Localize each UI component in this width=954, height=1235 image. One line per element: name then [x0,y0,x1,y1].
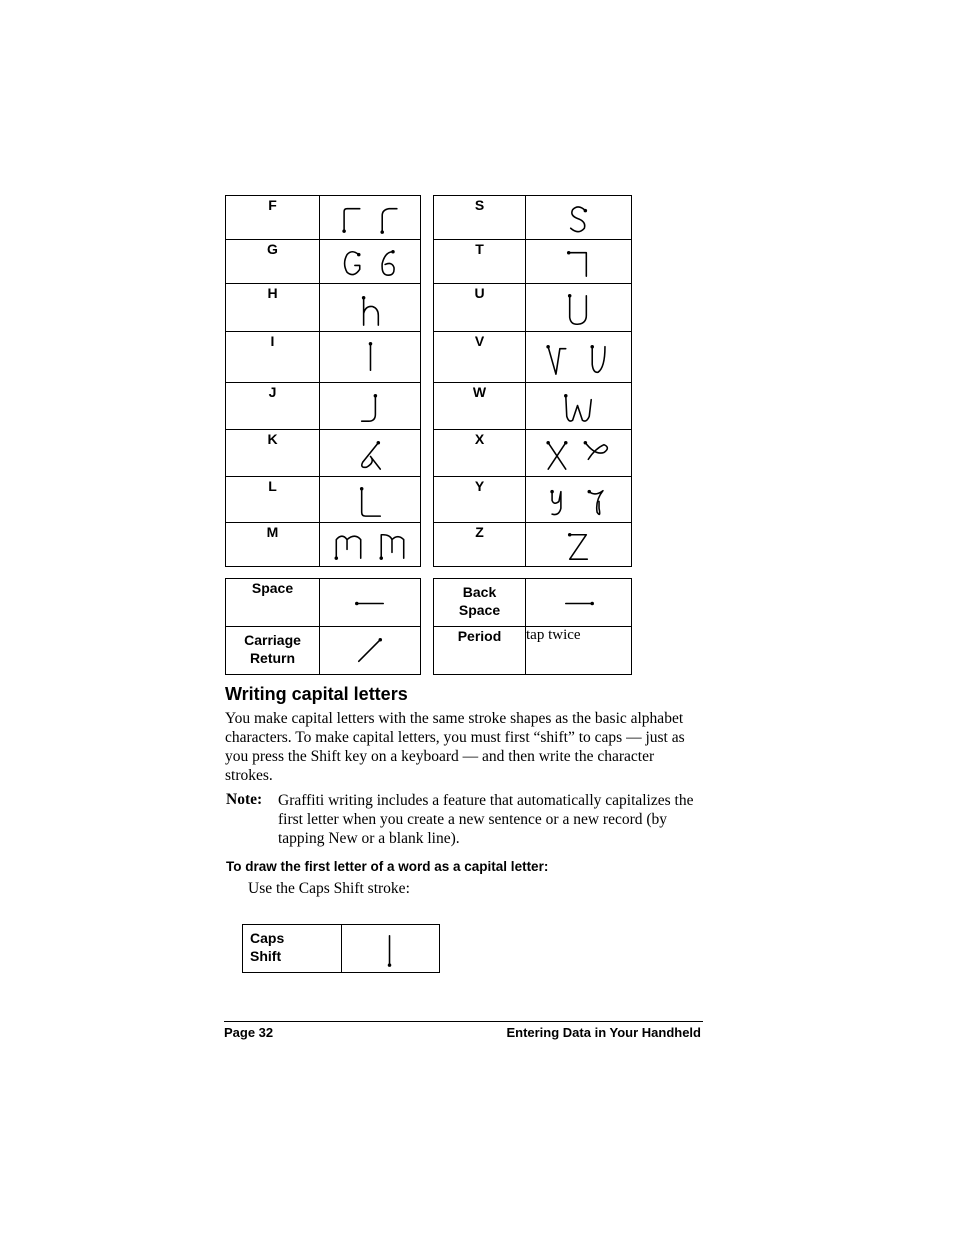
table-row [434,579,632,627]
alphabet-table-left [225,195,421,567]
intro-paragraph: You make capital letters with the same stroke shapes as the basic alphabet characters. To make capital letters, you must first “shift” to caps — just as you press the Shift key on a keyboard — and then write the character strokes. [225,710,685,784]
procedure-step: Use the Caps Shift stroke: [248,880,410,897]
procedure-heading: To draw the first letter of a word as a capital letter: [226,859,549,874]
G-stroke-icon [320,240,421,284]
letter-label: L [226,477,320,523]
M-stroke-icon [320,523,421,567]
alphabet-table-right [433,195,632,567]
K-stroke-icon [320,430,421,477]
special-strokes-table-left [225,578,421,675]
I-stroke-icon [320,332,421,383]
table-row [226,332,421,383]
H-stroke-icon [320,284,421,332]
table-row [226,383,421,430]
letter-label: S [434,196,526,240]
W-stroke-icon [526,383,632,430]
table-row [226,196,421,240]
back-space-stroke-icon [526,579,632,627]
letter-label: T [434,240,526,284]
note-label: Note: [226,791,263,808]
space-label: Space [226,579,320,627]
letter-label: H [226,284,320,332]
letter-label: G [226,240,320,284]
table-row [434,240,632,284]
S-stroke-icon [526,196,632,240]
table-row [434,196,632,240]
section-heading: Writing capital letters [225,684,408,704]
V-stroke-icon [526,332,632,383]
letter-label: X [434,430,526,477]
letter-label: K [226,430,320,477]
table-row [434,627,632,675]
letter-label: V [434,332,526,383]
Y-stroke-icon [526,477,632,523]
table-row [226,430,421,477]
footer-rule [224,1021,703,1022]
table-row [243,925,440,973]
Z-stroke-icon [526,523,632,567]
U-stroke-icon [526,284,632,332]
letter-label: W [434,383,526,430]
caps-shift-stroke-icon [342,925,440,973]
letter-label: U [434,284,526,332]
table-row [226,579,421,627]
back-space-label: Back Space [434,579,526,627]
table-row [434,284,632,332]
letter-label: Y [434,477,526,523]
letter-label: Z [434,523,526,567]
footer-page-number: Page 32 [224,1025,274,1040]
T-stroke-icon [526,240,632,284]
space-stroke-icon [320,579,421,627]
X-stroke-icon [526,430,632,477]
J-stroke-icon [320,383,421,430]
table-row [226,240,421,284]
period-instruction: tap twice [526,627,632,675]
carriage-return-label: Carriage Return [226,627,320,675]
period-label: Period [434,627,526,675]
table-row [226,477,421,523]
table-row [434,523,632,567]
L-stroke-icon [320,477,421,523]
letter-label: J [226,383,320,430]
table-row [434,332,632,383]
letter-label: I [226,332,320,383]
caps-shift-table [242,924,440,973]
F-stroke-icon [320,196,421,240]
table-row [434,430,632,477]
footer-chapter-title: Entering Data in Your Handheld [506,1025,701,1040]
table-row [434,383,632,430]
carriage-return-stroke-icon [320,627,421,675]
table-row [434,477,632,523]
table-row [226,284,421,332]
letter-label: F [226,196,320,240]
note-text: Graffiti writing includes a feature that automatically capitalizes the first letter when you create a new sentence or a new record (by tapping New or a blank line). [278,792,694,847]
table-row [226,523,421,567]
table-row [226,627,421,675]
special-strokes-table-right [433,578,632,675]
caps-shift-label: Caps Shift [243,925,342,973]
letter-label: M [226,523,320,567]
